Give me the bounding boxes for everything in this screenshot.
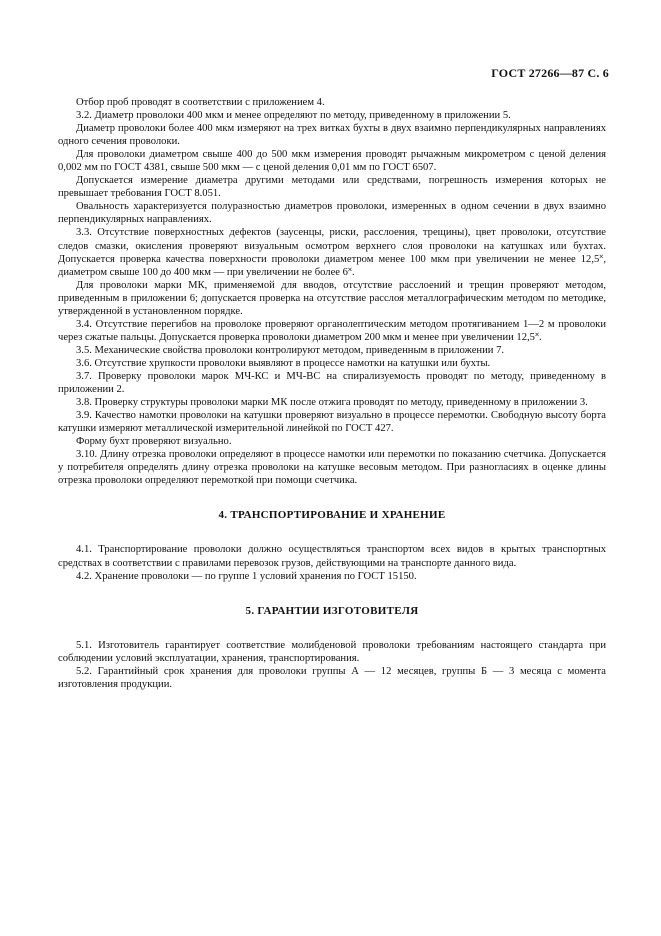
paragraph: 5.1. Изготовитель гарантирует соответствие молибденовой проволоки требованиям настоящего стандарта при соблюдении условий эксплуатации, хранения, транспортирования. — [58, 639, 606, 664]
paragraph: 3.3. Отсутствие поверхностных дефектов (заусенцы, риски, расслоения, трещины), цвет проволоки, отсутствие следов смазки, окисления проверяют визуальным осмотром верхнего слоя проволоки на катушках или бухтах. Допускается проверка качества поверхности проволоки диаметром менее 100 мкм при увеличении не менее 12,5˟, диаметром свыше 100 до 400 мкм — при увеличении не более 6˟. — [58, 227, 606, 278]
page-header: ГОСТ 27266—87 С. 6 — [491, 66, 609, 80]
paragraph: 3.10. Длину отрезка проволоки определяют в процессе намотки или перемотки по показанию счетчика. Допускается у потребителя определять длину отрезка проволоки на катушке весовым методом. При разногласиях в оценке длины отрезка проволоки определяют перемоткой при помощи счетчика. — [58, 449, 606, 487]
paragraph: Овальность характеризуется полуразностью диаметров проволоки, измеренных в одном сечении в двух взаимно перпендикулярных направлениях. — [58, 201, 606, 226]
paragraph: Форму бухт проверяют визуально. — [76, 436, 232, 448]
paragraph: Допускается измерение диаметра другими методами или средствами, погрешность измерения которых не превышает требования ГОСТ 8.051. — [58, 175, 606, 200]
section-heading-transport: 4. ТРАНСПОРТИРОВАНИЕ И ХРАНЕНИЕ — [218, 509, 446, 522]
paragraph: 3.9. Качество намотки проволоки на катушки проверяют визуально в процессе перемотки. Свободную высоту борта катушки измеряют металлической измерительной линейкой по ГОСТ 427. — [58, 410, 606, 435]
paragraph: 3.2. Диаметр проволоки 400 мкм и менее определяют по методу, приведенному в приложении 5. — [76, 110, 511, 122]
paragraph: Для проволоки марки МК, применяемой для вводов, отсутствие расслоений и трещин проверяют методом, приведенным в приложении 6; допускается проверка на отсутствие расслоя металлографическим методом по методике, утвержденной в установленном порядке. — [58, 279, 606, 317]
paragraph: Отбор проб проводят в соответствии с приложением 4. — [76, 97, 325, 108]
paragraph: 3.5. Механические свойства проволоки контролируют методом, приведенным в приложении 7. — [76, 344, 505, 356]
paragraph: 5.2. Гарантийный срок хранения для проволоки группы А — 12 месяцев, группы Б — 3 месяца с момента изготовления продукции. — [58, 665, 606, 690]
paragraph: 3.8. Проверку структуры проволоки марки МК после отжига проводят по методу, приведенному в приложении 3. — [76, 397, 588, 409]
document-body — [58, 96, 606, 691]
section-heading-warranty: 5. ГАРАНТИИ ИЗГОТОВИТЕЛЯ — [245, 604, 419, 617]
paragraph: 4.2. Хранение проволоки — по группе 1 условий хранения по ГОСТ 15150. — [76, 570, 417, 582]
paragraph: Для проволоки диаметром свыше 400 до 500 мкм измерения проводят рычажным микрометром с ценой деления 0,002 мм по ГОСТ 4381, свыше 500 мкм — с ценой деления 0,01 мм по ГОСТ 6507. — [58, 149, 606, 174]
paragraph: Диаметр проволоки более 400 мкм измеряют на трех витках бухты в двух взаимно перпендикулярных направлениях одного сечения проволоки. — [58, 123, 606, 148]
paragraph: 3.7. Проверку проволоки марок МЧ-КС и МЧ-ВС на спирализуемость проводят по методу, приведенному в приложении 2. — [58, 370, 606, 396]
paragraph: 4.1. Транспортирование проволоки должно осуществляться транспортом всех видов в крытых транспортных средствах в соответствии с правилами перевозок грузов, действующими на транспорте данного вида. — [58, 544, 606, 569]
paragraph: 3.6. Отсутствие хрупкости проволоки выявляют в процессе намотки на катушки или бухты. — [76, 357, 491, 369]
paragraph: 3.4. Отсутствие перегибов на проволоке проверяют органолептическим методом протягиванием 1—2 м проволоки через сжатые пальцы. Допускается проверка проволоки диаметром 200 мкм и менее при увеличении 12,5˟. — [58, 318, 606, 343]
